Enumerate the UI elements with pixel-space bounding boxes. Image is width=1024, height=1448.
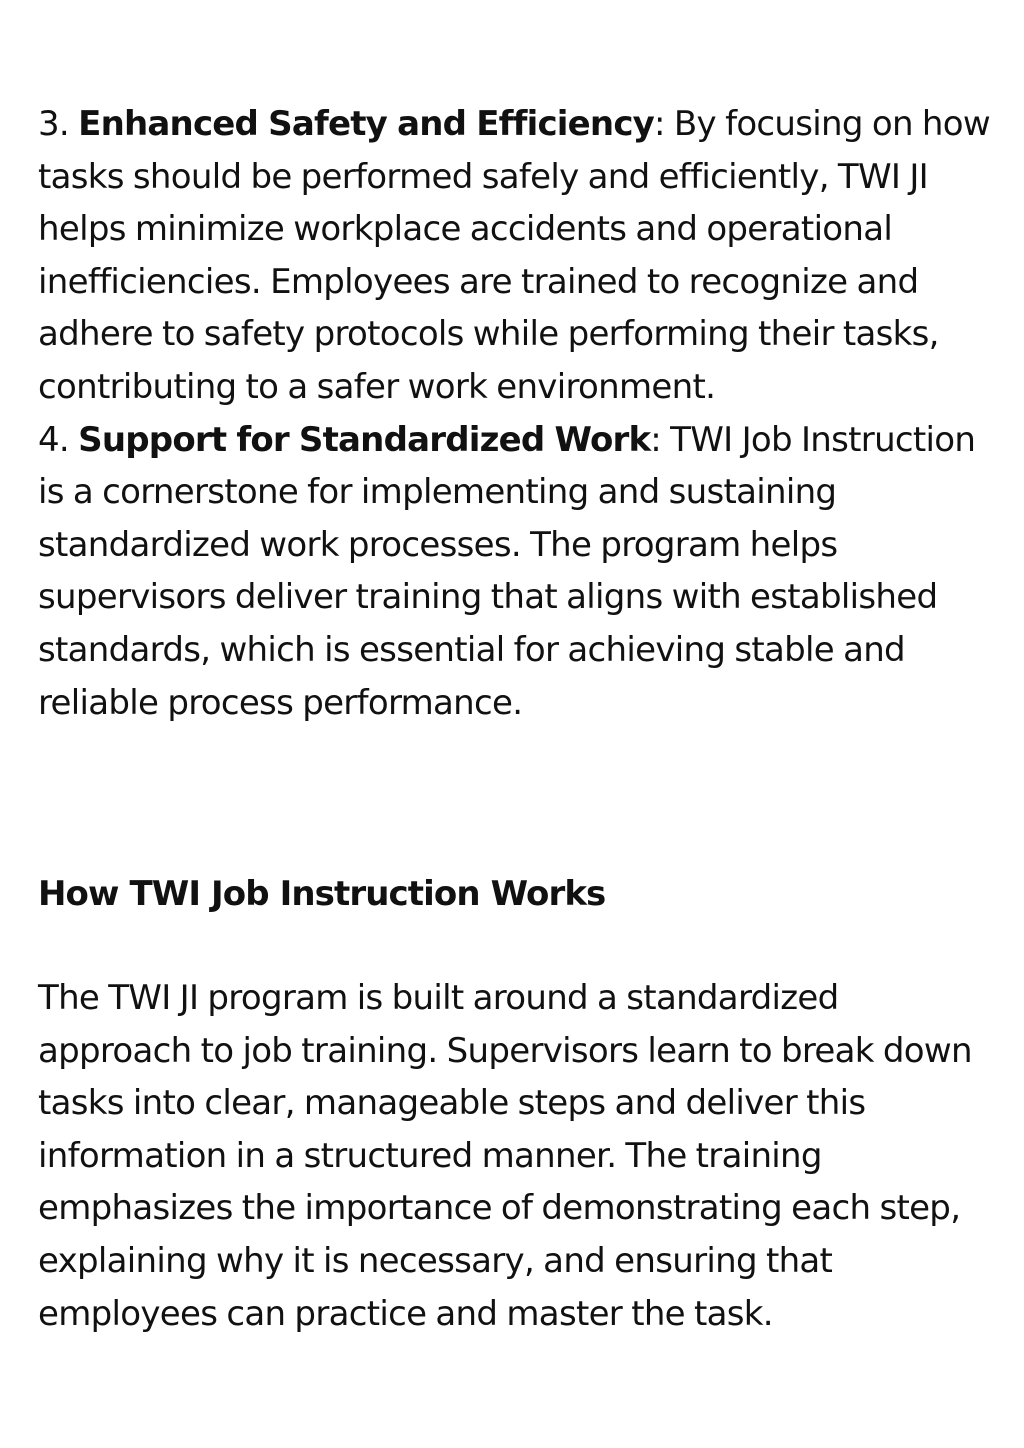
list-item-number: 4.: [38, 419, 79, 460]
section-heading: How TWI Job Instruction Works: [38, 874, 606, 914]
list-item-enhanced-safety: [38, 98, 998, 414]
list-item-text: : TWI Job Instruction is a cornerstone for implementing and sustaining standardized work processes. The program helps supervisors deliver training that aligns with established standards, which is essential for achieving stable and reliable process performance.: [38, 419, 976, 723]
list-item-title: Support for Standardized Work: [78, 419, 651, 460]
list-item-standardized-work: [38, 414, 998, 730]
document-page: [38, 98, 998, 1334]
list-item-text: : By focusing on how tasks should be performed safely and efficiently, TWI JI helps minimize workplace accidents and operational inefficiencies. Employees are trained to recognize and adhere to safety protocols while performing their tasks, contributing to a safer work environment.: [38, 104, 990, 407]
section-paragraph: The TWI JI program is built around a standardized approach to job training. Supervisors learn to break down tasks into clear, manageable steps and deliver this information in a structured manner. The training emphasizes the importance of demonstrating each step, explaining why it is necessary, and ensuring that employees can practice and master the task.: [38, 978, 972, 1334]
list-item-number: 3.: [38, 104, 79, 144]
section-body: [38, 972, 998, 1340]
list-item-title: Enhanced Safety and Efficiency: [78, 104, 655, 144]
